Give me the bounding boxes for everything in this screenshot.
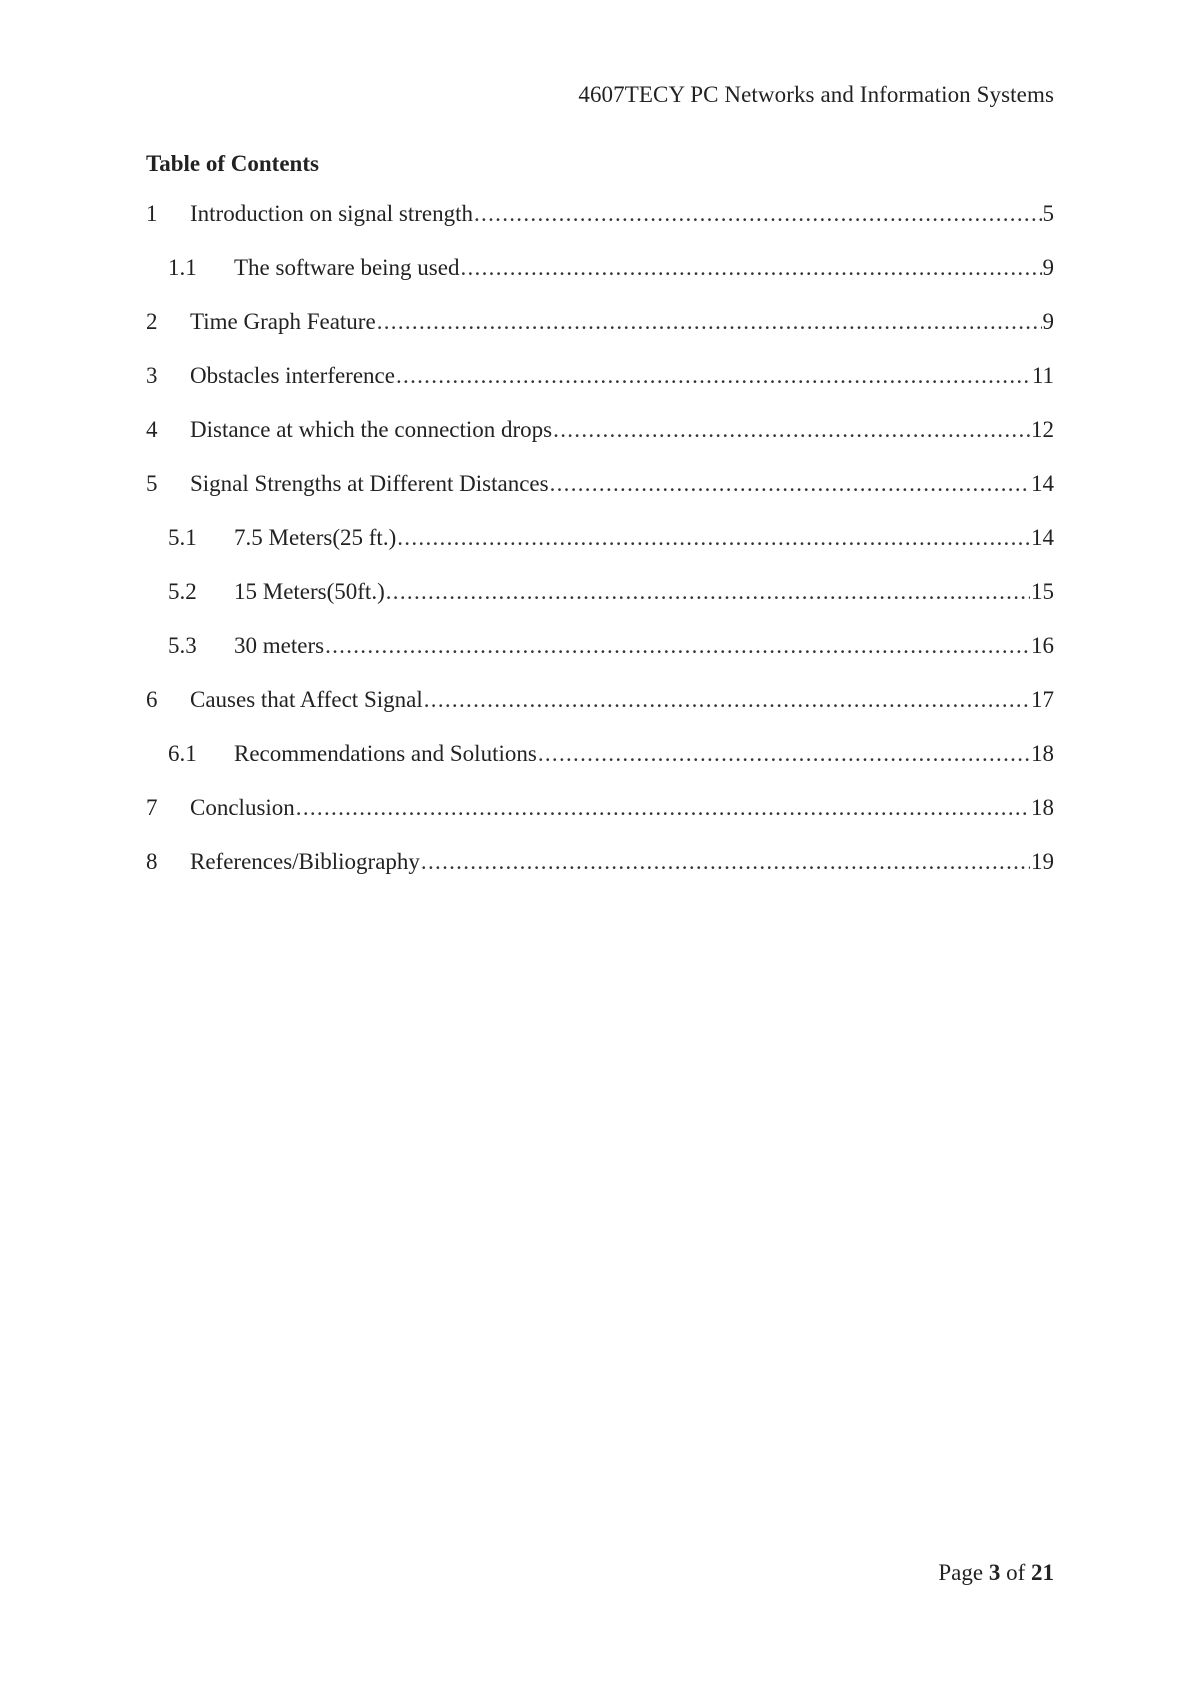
of-word: of	[1006, 1560, 1026, 1585]
toc-entry-page: 14	[1031, 471, 1054, 496]
toc-entry-number: 4	[146, 417, 158, 442]
toc-entry-text: The software being used	[234, 255, 460, 280]
toc-entry-text: Introduction on signal strength	[190, 201, 473, 226]
toc-entry-number: 8	[146, 849, 158, 874]
toc-entry-number: 6.1	[168, 741, 197, 766]
toc-dot-leader	[460, 255, 1041, 281]
toc-title: Table of Contents	[146, 151, 319, 176]
toc-entry-text: Causes that Affect Signal	[190, 687, 423, 712]
toc-dot-leader	[396, 363, 1031, 389]
toc-entry-8[interactable]	[146, 849, 1054, 903]
toc-entry-number: 1.1	[168, 255, 197, 280]
toc-entry-number: 3	[146, 363, 158, 388]
toc-entry-text: References/Bibliography	[190, 849, 420, 874]
toc-dot-leader	[386, 579, 1030, 605]
toc-entry-number: 5.1	[168, 525, 197, 550]
toc-entry-text: Distance at which the connection drops	[190, 417, 553, 442]
toc-entry-1[interactable]	[146, 201, 1054, 255]
toc-dot-leader	[424, 687, 1030, 713]
toc-entry-page: 12	[1031, 417, 1054, 442]
toc-entry-number: 1	[146, 201, 158, 226]
toc-dot-leader	[421, 849, 1030, 875]
toc-entry-text: Signal Strengths at Different Distances	[190, 471, 549, 496]
toc-entry-text: Time Graph Feature	[190, 309, 376, 334]
toc-dot-leader	[538, 741, 1030, 767]
toc-dot-leader	[550, 471, 1030, 497]
total-pages-number: 21	[1031, 1560, 1054, 1585]
toc-entry-text: Conclusion	[190, 795, 295, 820]
toc-entry-page: 18	[1031, 741, 1054, 766]
toc-entry-5-3[interactable]	[146, 633, 1054, 687]
toc-dot-leader	[474, 201, 1042, 227]
toc-entry-page: 16	[1031, 633, 1054, 658]
toc-entry-1-1[interactable]	[146, 255, 1054, 309]
toc-entry-7[interactable]	[146, 795, 1054, 849]
toc-dot-leader	[397, 525, 1030, 551]
toc-entry-number: 5.3	[168, 633, 197, 658]
toc-entry-page: 11	[1031, 363, 1054, 388]
running-header: 4607TECY PC Networks and Information Systems	[578, 82, 1054, 107]
toc-entry-text: Obstacles interference	[190, 363, 395, 388]
toc-entry-page: 9	[1042, 309, 1054, 334]
toc-entry-5-2[interactable]	[146, 579, 1054, 633]
toc-entry-number: 2	[146, 309, 158, 334]
toc-entry-3[interactable]	[146, 363, 1054, 417]
current-page-number: 3	[988, 1560, 1001, 1585]
toc-entry-2[interactable]	[146, 309, 1054, 363]
toc-entry-6-1[interactable]	[146, 741, 1054, 795]
toc-entry-5-1[interactable]	[146, 525, 1054, 579]
toc-entry-text: 30 meters	[234, 633, 325, 658]
toc-entry-4[interactable]	[146, 417, 1054, 471]
toc-entry-5[interactable]	[146, 471, 1054, 525]
toc-dot-leader	[296, 795, 1030, 821]
page-word: Page	[938, 1560, 984, 1585]
toc-entry-6[interactable]	[146, 687, 1054, 741]
toc-entry-page: 9	[1042, 255, 1054, 280]
toc-entry-page: 14	[1031, 525, 1054, 550]
toc-entry-number: 5.2	[168, 579, 197, 604]
toc-entry-page: 18	[1031, 795, 1054, 820]
toc-entry-text: 15 Meters(50ft.)	[234, 579, 385, 604]
toc-entry-number: 7	[146, 795, 158, 820]
toc-dot-leader	[377, 309, 1042, 335]
toc-entry-text: Recommendations and Solutions	[234, 741, 537, 766]
toc-entry-page: 17	[1031, 687, 1054, 712]
table-of-contents	[146, 201, 1054, 903]
toc-dot-leader	[553, 417, 1030, 443]
toc-entry-page: 19	[1031, 849, 1054, 874]
toc-dot-leader	[325, 633, 1030, 659]
toc-entry-page: 5	[1042, 201, 1054, 226]
toc-entry-page: 15	[1031, 579, 1054, 604]
toc-entry-number: 6	[146, 687, 158, 712]
page-footer	[938, 1560, 1054, 1586]
toc-entry-text: 7.5 Meters(25 ft.)	[234, 525, 397, 550]
toc-entry-number: 5	[146, 471, 158, 496]
